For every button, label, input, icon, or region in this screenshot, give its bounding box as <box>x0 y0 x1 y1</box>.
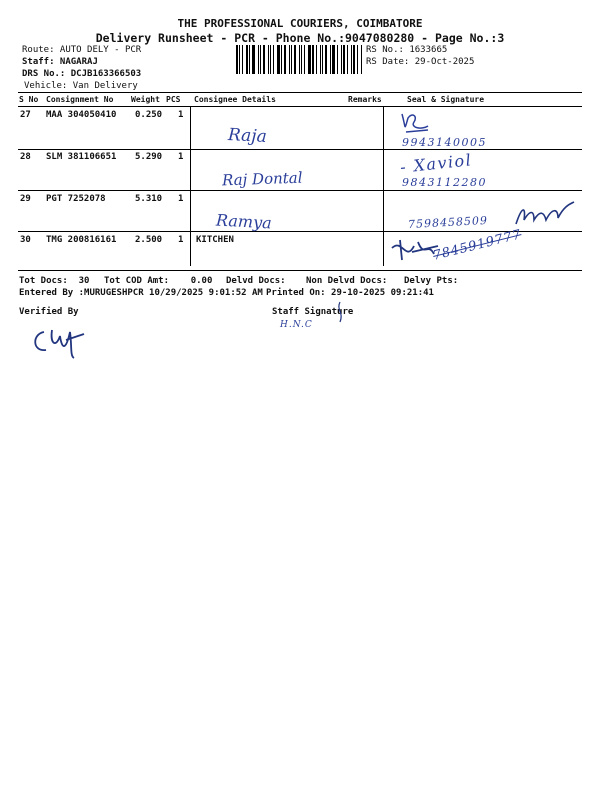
verified-by-label: Verified By <box>19 307 79 317</box>
staff-signature-label: Staff Signature <box>272 307 354 317</box>
barcode-bar <box>294 45 296 74</box>
barcode-bar <box>239 45 240 74</box>
rs-number: RS No.: 1633665 <box>366 45 448 55</box>
barcode-bar <box>312 45 314 74</box>
vehicle-label: Vehicle: Van Delivery <box>24 81 138 91</box>
cell-pcs: 1 <box>178 235 184 245</box>
barcode-bar <box>332 45 335 74</box>
handwritten-signature-mark <box>398 110 432 136</box>
staff-signature-scrawl: H.N.C <box>280 320 313 330</box>
barcode-bar <box>304 45 305 74</box>
route-label: Route: AUTO DELY - PCR <box>22 45 142 55</box>
col-consignment: Consignment No <box>46 95 114 104</box>
cell-consignment: SLM 381106651 <box>46 152 117 162</box>
barcode-bar <box>246 45 248 74</box>
cell-weight: 5.290 <box>135 152 163 162</box>
cell-pcs: 1 <box>178 194 184 204</box>
handwritten-name-raja: Raja <box>227 125 268 147</box>
barcode-bar <box>284 45 286 74</box>
col-seal-signature: Seal & Signature <box>407 95 485 104</box>
barcode-bar <box>277 45 280 74</box>
total-docs: Tot Docs: 30 <box>19 276 90 286</box>
cell-consignment: PGT 7252078 <box>46 194 106 204</box>
handwritten-phone-30: 7845919777 <box>431 227 524 264</box>
cell-sno: 29 <box>20 194 31 204</box>
row-rule <box>18 149 582 150</box>
barcode-bar <box>301 45 302 74</box>
table-top-rule <box>18 92 582 93</box>
cell-weight: 0.250 <box>135 110 163 120</box>
delivered-docs: Delvd Docs: <box>226 276 286 286</box>
barcode-bar <box>347 45 348 74</box>
signature-divider <box>383 106 384 266</box>
col-pcs: PCS <box>166 95 181 104</box>
barcode-bar <box>260 45 261 74</box>
handwritten-phone-28: 9843112280 <box>402 176 487 189</box>
barcode-bar <box>325 45 327 74</box>
cell-pcs: 1 <box>178 110 184 120</box>
handwritten-phone-27: 9943140005 <box>402 136 487 149</box>
barcode-bar <box>289 45 290 74</box>
barcode-bar <box>330 45 331 74</box>
col-consignee: Consignee Details <box>194 95 276 104</box>
cell-sno: 28 <box>20 152 31 162</box>
printed-on: Printed On: 29-10-2025 09:21:41 <box>266 288 434 298</box>
barcode-bar <box>236 45 238 74</box>
barcode-bar <box>316 45 317 74</box>
barcode-bar <box>343 45 345 74</box>
barcode-bar <box>291 45 292 74</box>
cell-consignee: KITCHEN <box>196 235 234 245</box>
barcode-bar <box>299 45 300 74</box>
handwritten-phone-29: 7598458509 <box>407 213 489 232</box>
barcode-bar <box>258 45 259 74</box>
barcode-bar <box>263 45 265 74</box>
staff-signature-stroke <box>334 300 348 324</box>
barcode-bar <box>353 45 355 74</box>
cell-sno: 30 <box>20 235 31 245</box>
cell-consignment: TMG 200816161 <box>46 235 117 245</box>
barcode-bar <box>281 45 282 74</box>
barcode <box>236 45 363 74</box>
cell-weight: 2.500 <box>135 235 163 245</box>
row-rule <box>18 190 582 191</box>
handwritten-signature-scrawl <box>512 200 576 230</box>
col-remarks: Remarks <box>348 95 382 104</box>
staff-label: Staff: NAGARAJ <box>22 57 98 67</box>
barcode-bar <box>320 45 321 74</box>
barcode-bar <box>252 45 255 74</box>
barcode-bar <box>273 45 274 74</box>
barcode-bar <box>242 45 243 74</box>
entered-by: Entered By :MURUGESHPCR 10/29/2025 9:01:52 AM <box>19 288 263 298</box>
runsheet-title: Delivery Runsheet - PCR - Phone No.:9047080280 - Page No.:3 <box>95 31 505 45</box>
delivery-points: Delvy Pts: <box>404 276 459 286</box>
cell-sno: 27 <box>20 110 31 120</box>
handwritten-signature-xaviol: - Xaviol <box>399 150 474 177</box>
handwritten-name-ramya: Ramya <box>215 210 273 233</box>
barcode-bar <box>249 45 250 74</box>
barcode-bar <box>357 45 358 74</box>
barcode-bar <box>351 45 352 74</box>
non-delivered-docs: Non Delvd Docs: <box>306 276 388 286</box>
cell-consignment: MAA 304050410 <box>46 110 117 120</box>
cell-pcs: 1 <box>178 152 184 162</box>
verified-signature <box>30 322 90 362</box>
barcode-bar <box>322 45 323 74</box>
col-weight: Weight <box>131 95 160 104</box>
col-sno: S No <box>19 95 39 104</box>
barcode-bar <box>361 45 362 74</box>
barcode-bar <box>270 45 271 74</box>
rs-date: RS Date: 29-Oct-2025 <box>366 57 475 67</box>
cell-weight: 5.310 <box>135 194 163 204</box>
company-name: THE PROFESSIONAL COURIERS, COIMBATORE <box>177 17 423 30</box>
barcode-bar <box>308 45 311 74</box>
drs-label: DRS No.: DCJB163366503 <box>22 69 142 79</box>
barcode-bar <box>337 45 338 74</box>
header-rule <box>18 106 582 107</box>
consignee-divider <box>190 106 191 266</box>
table-bottom-rule <box>18 270 582 271</box>
handwritten-name-raj: Raj Dontal <box>221 168 303 190</box>
barcode-bar <box>341 45 342 74</box>
barcode-bar <box>268 45 269 74</box>
total-cod: Tot COD Amt: 0.00 <box>104 276 213 286</box>
